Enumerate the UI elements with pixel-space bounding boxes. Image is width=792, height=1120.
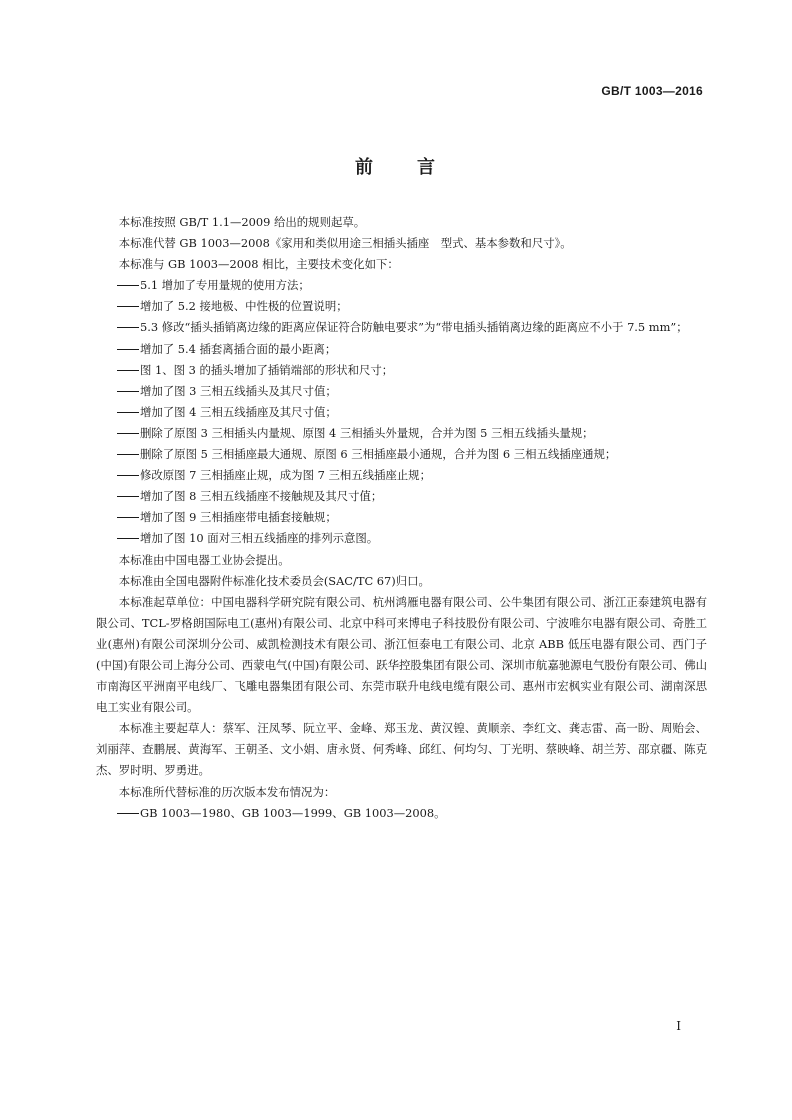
paragraph-technical-committee: 本标准由全国电器附件标准化技术委员会(SAC/TC 67)归口。 bbox=[118, 573, 430, 588]
changes-list bbox=[96, 275, 707, 549]
paragraph-changes-intro: 本标准与 GB 1003—2008 相比，主要技术变化如下： bbox=[118, 257, 399, 272]
list-item: 增加了图 3 三相五线插头及其尺寸值； bbox=[96, 381, 707, 402]
list-item: 增加了 5.2 接地极、中性极的位置说明； bbox=[96, 296, 707, 317]
list-item: 删除了原图 3 三相插头内量规、原图 4 三相插头外量规，合并为图 5 三相五线插头量规； bbox=[96, 423, 707, 444]
paragraph-drafters: 本标准主要起草人：蔡军、汪凤琴、阮立平、金峰、郑玉龙、黄汉锽、黄顺亲、李红文、龚志雷、高一盼、周贻会、刘丽萍、查鹏展、黄海军、王朝圣、文小娟、唐永贤、何秀峰、邱红、何均匀、丁光明、蔡映峰、胡兰芳、邵京疆、陈克杰、罗时明、罗勇进。 bbox=[96, 721, 707, 778]
title-char-2: 言 bbox=[417, 157, 437, 178]
page-number: I bbox=[676, 1019, 681, 1033]
page-title bbox=[0, 153, 792, 179]
list-item: 5.3 修改“插头插销离边缘的距离应保证符合防触电要求”为“带电插头插销离边缘的距离应不小于 7.5 mm”； bbox=[96, 317, 707, 338]
list-item: GB 1003—1980、GB 1003—1999、GB 1003—2008。 bbox=[96, 803, 707, 824]
paragraph-drafting-units: 本标准起草单位：中国电器科学研究院有限公司、杭州鸿雁电器有限公司、公牛集团有限公司、浙江正泰建筑电器有限公司、TCL-罗格朗国际电工(惠州)有限公司、北京中科可来博电子科技股份有限公司、宁波唯尔电器有限公司、奇胜工业(惠州)有限公司深圳分公司、威凯检测技术有限公司、浙江恒泰电工有限公司、北京 ABB 低压电器有限公司、西门子(中国)有限公司上海分公司、西蒙电气(中国)有限公司、跃华控股集团有限公司、深圳市航嘉驰源电气股份有限公司、佛山市南海区平洲南平电线厂、飞雕电器集团有限公司、东莞市联升电线电缆有限公司、惠州市宏枫实业有限公司、湖南深思电工实业有限公司。 bbox=[96, 594, 707, 715]
list-item: 增加了图 8 三相五线插座不接触规及其尺寸值； bbox=[96, 486, 707, 507]
paragraph-replaces: 本标准代替 GB 1003—2008《家用和类似用途三相插头插座 型式、基本参数和尺寸》。 bbox=[118, 236, 572, 251]
list-item: 增加了图 4 三相五线插座及其尺寸值； bbox=[96, 402, 707, 423]
history-list bbox=[96, 803, 707, 824]
paragraph-drafting-rules: 本标准按照 GB/T 1.1—2009 给出的规则起草。 bbox=[118, 215, 366, 229]
list-item: 图 1、图 3 的插头增加了插销端部的形状和尺寸； bbox=[96, 360, 707, 381]
list-item: 增加了图 10 面对三相五线插座的排列示意图。 bbox=[96, 528, 707, 549]
list-item: 5.1 增加了专用量规的使用方法； bbox=[96, 275, 707, 296]
foreword-body bbox=[96, 212, 707, 824]
list-item: 增加了 5.4 插套离插合面的最小距离； bbox=[96, 339, 707, 360]
paragraph-history-intro: 本标准所代替标准的历次版本发布情况为： bbox=[118, 784, 336, 799]
paragraph-proposed-by: 本标准由中国电器工业协会提出。 bbox=[118, 552, 290, 567]
list-item: 增加了图 9 三相插座带电插套接触规； bbox=[96, 507, 707, 528]
list-item: 修改原图 7 三相插座止规，成为图 7 三相五线插座止规； bbox=[96, 465, 707, 486]
standard-code: GB/T 1003—2016 bbox=[601, 84, 703, 98]
list-item: 删除了原图 5 三相插座最大通规、原图 6 三相插座最小通规，合并为图 6 三相五线插座通规； bbox=[96, 444, 707, 465]
title-char-1: 前 bbox=[355, 157, 375, 178]
